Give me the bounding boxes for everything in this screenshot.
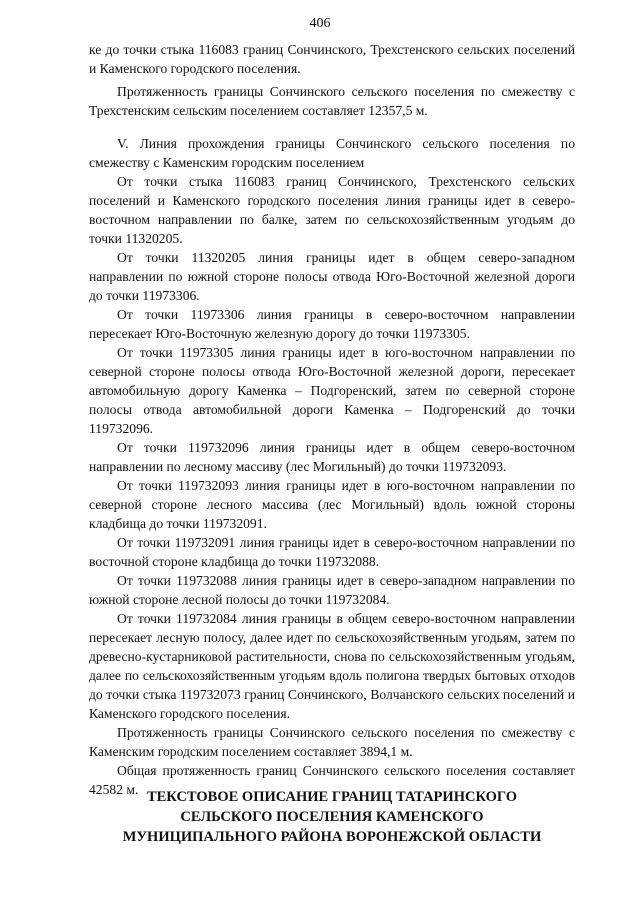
paragraph: От точки 119732084 линия границы в общем северо-восточном направлении пересекает лесную полосу, далее идет по сельскохозяйственным угодьям, затем по древесно-кустарниковой растительности, снова по сельскохозяйственным угодьям, далее по сельскохозяйственным угодьям вдоль полигона твердых бытовых отходов до точки стыка 119732073 границ Сончинского, Волчанского сельских поселений и Каменского городского поселения. — [89, 611, 575, 721]
paragraph: Протяженность границы Сончинского сельского поселения по смежеству с Каменским городским поселением составляет 3894,1 м. — [89, 725, 575, 759]
paragraph: ке до точки стыка 116083 границ Сончинского, Трехстенского сельских поселений и Каменского городского поселения. — [89, 42, 575, 76]
paragraph: От точки 11973306 линия границы в северо-восточном направлении пересекает Юго-Восточную железную дорогу до точки 11973305. — [89, 307, 575, 341]
paragraph: От точки стыка 116083 границ Сончинского, Трехстенского сельских поселений и Каменского городского поселения линия границы идет в северо-восточном направлении по балке, затем по сельскохозяйственным угодьям до точки 11320205. — [89, 174, 575, 246]
body-text — [89, 40, 575, 799]
document-title — [89, 787, 575, 847]
paragraph: От точки 119732088 линия границы идет в северо-западном направлении по южной стороне лесной полосы до точки 119732084. — [89, 573, 575, 607]
paragraph: Протяженность границы Сончинского сельского поселения по смежеству с Трехстенским сельским поселением составляет 12357,5 м. — [89, 84, 575, 118]
paragraph: От точки 119732093 линия границы идет в юго-восточном направлении по северной стороне лесного массива (лес Могильный) вдоль южной стороны кладбища до точки 119732091. — [89, 478, 575, 531]
title-line: СЕЛЬСКОГО ПОСЕЛЕНИЯ КАМЕНСКОГО — [180, 809, 484, 825]
page-number: 406 — [309, 16, 331, 31]
paragraph: От точки 119732091 линия границы идет в северо-восточном направлении по восточной стороне кладбища до точки 119732088. — [89, 535, 575, 569]
paragraph: Общая протяженность границ Сончинского сельского поселения составляет 42582 м. — [89, 763, 575, 797]
paragraph: От точки 11973305 линия границы идет в юго-восточном направлении по северной стороне полосы отвода Юго-Восточной железной дороги, пересекает автомобильную дорогу Каменка – Подгоренский, затем по северной стороне полосы отвода автомобильной дороги Каменка – Подгоренский до точки 119732096. — [89, 345, 575, 436]
section-heading: V. Линия прохождения границы Сончинского сельского поселения по смежеству с Каменским городским поселением — [89, 136, 575, 170]
paragraph: От точки 119732096 линия границы идет в общем северо-восточном направлении по лесному массиву (лес Могильный) до точки 119732093. — [89, 440, 575, 474]
title-line: МУНИЦИПАЛЬНОГО РАЙОНА ВОРОНЕЖСКОЙ ОБЛАСТИ — [122, 829, 542, 845]
title-line: ТЕКСТОВОЕ ОПИСАНИЕ ГРАНИЦ ТАТАРИНСКОГО — [146, 789, 518, 805]
paragraph: От точки 11320205 линия границы идет в общем северо-западном направлении по южной стороне полосы отвода Юго-Восточной железной дороги до точки 11973306. — [89, 250, 575, 303]
